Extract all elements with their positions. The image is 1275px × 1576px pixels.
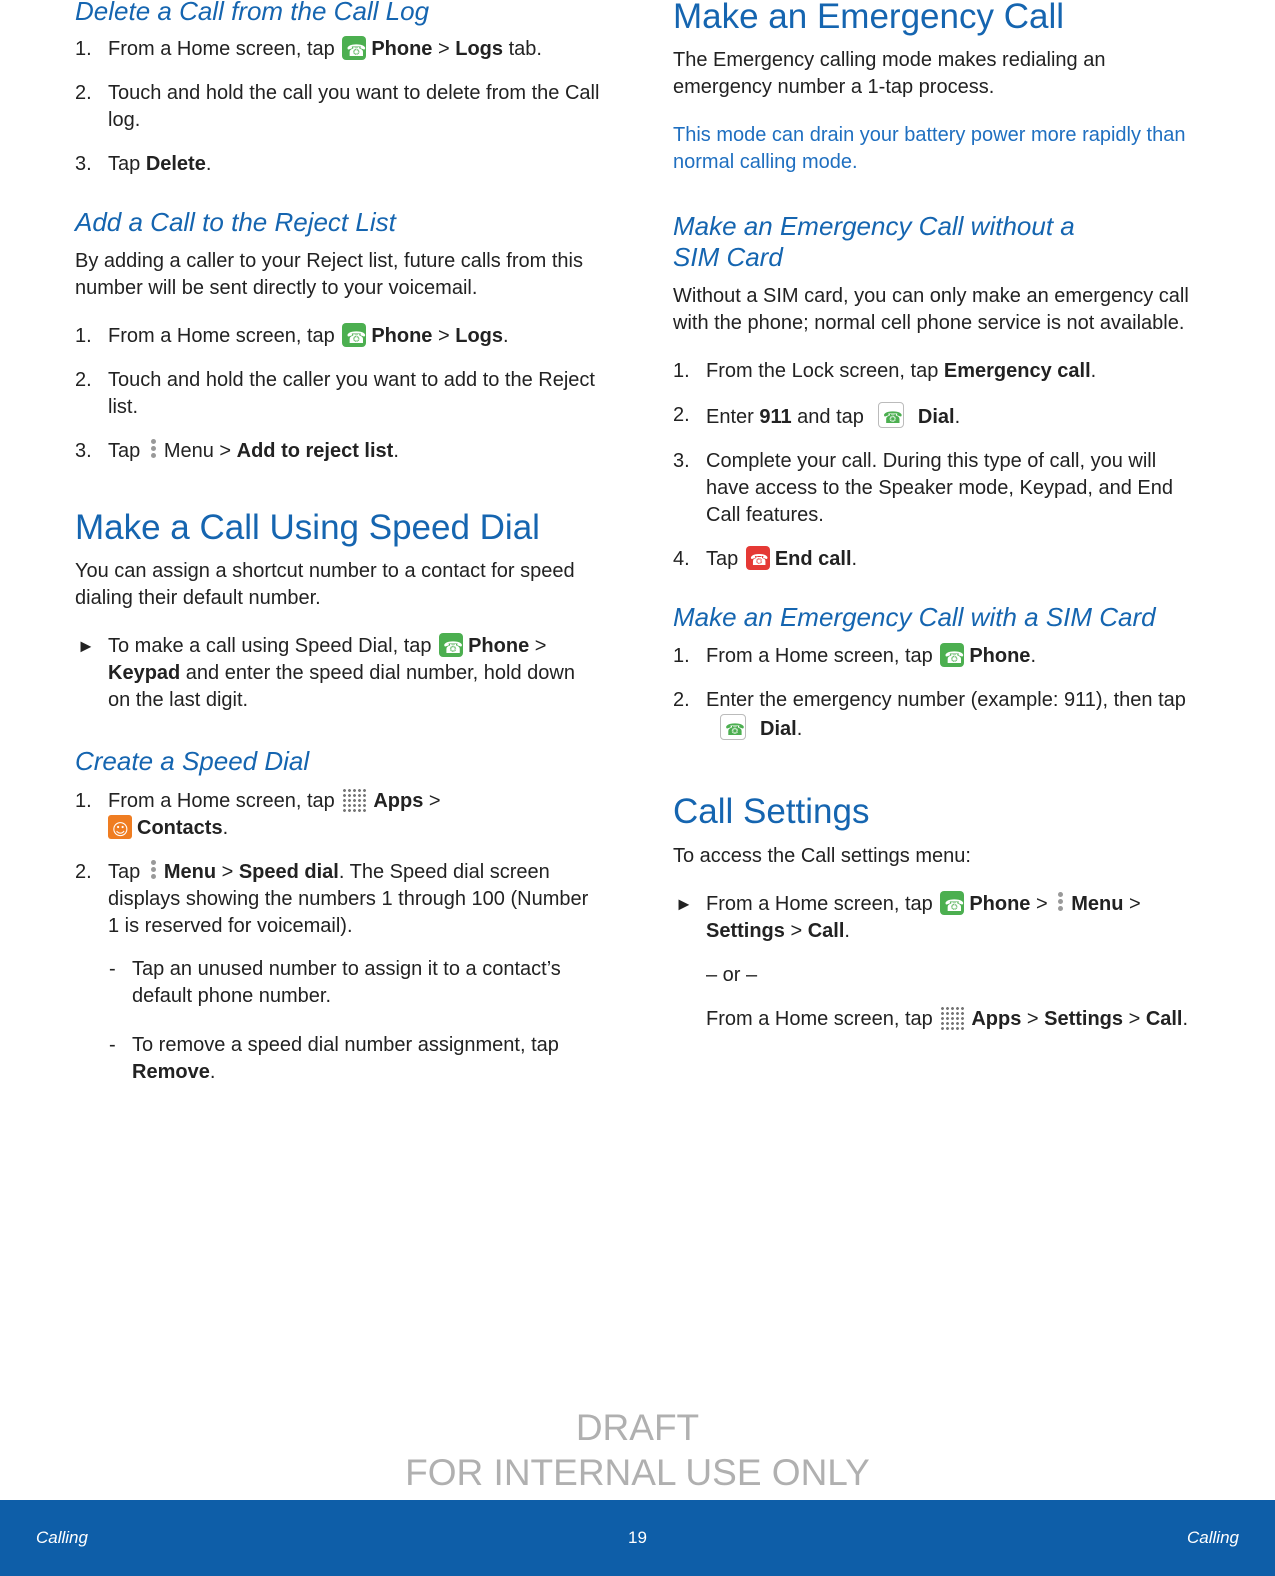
end-call-icon [746, 546, 770, 570]
menu-icon [150, 438, 158, 462]
phone-icon [940, 891, 964, 915]
phone-icon [940, 643, 964, 667]
list-item: - Tap an unused number to assign it to a contact’s default phone number. [109, 957, 561, 1007]
phone-icon [439, 633, 463, 657]
list-item: 2. Enter the emergency number (example: 911), then tap☎Dial. [673, 687, 1198, 743]
speed-dial-bullet: ► To make a call using Speed Dial, tap ☎Phone > Keypad and enter the speed dial number, hold down on the last digit. [75, 633, 600, 714]
page-number: 19 [628, 1528, 647, 1547]
list-item: 4. Tap ☎End call. [673, 546, 1198, 573]
call-settings-intro: To access the Call settings menu: [673, 845, 971, 868]
dial-icon [878, 402, 904, 428]
reject-list-heading: Add a Call to the Reject List [75, 207, 396, 238]
list-item: 1. From a Home screen, tap ☎Phone > Logs tab. [75, 36, 600, 63]
menu-icon [1057, 891, 1065, 915]
create-speed-dial-heading: Create a Speed Dial [75, 746, 310, 777]
delete-steps [75, 36, 600, 178]
left-column [75, 0, 600, 1086]
speed-dial-heading: Make a Call Using Speed Dial [75, 508, 540, 548]
list-item: 1. From the Lock screen, tap Emergency call. [673, 360, 1097, 382]
list-item: 3. Tap Delete. [75, 153, 212, 176]
list-item: 2. Touch and hold the caller you want to add to the Reject list. [75, 369, 595, 419]
apps-icon [342, 788, 368, 812]
arrow-icon: ► [675, 894, 693, 915]
phone-icon [342, 323, 366, 347]
footer-section-right: Calling [1187, 1528, 1239, 1547]
no-sim-intro: Without a SIM card, you can only make an emergency call with the phone; normal cell phone service is not available. [673, 285, 1189, 334]
speed-dial-intro: You can assign a shortcut number to a contact for speed dialing their default number. [75, 560, 575, 610]
right-column [673, 0, 1198, 1033]
menu-icon [150, 859, 158, 883]
reject-intro: By adding a caller to your Reject list, future calls from this number will be sent directly to your voicemail. [75, 250, 583, 300]
list-item: 1. From a Home screen, tap Apps > ☺Contacts. [75, 788, 600, 842]
list-item: - To remove a speed dial number assignment, tap Remove. [109, 1033, 559, 1083]
call-settings-bullet: ► From a Home screen, tap ☎Phone > Menu > Settings > Call. [673, 891, 1198, 945]
internal-use-watermark: FOR INTERNAL USE ONLY [405, 1452, 870, 1493]
no-sim-heading: Make an Emergency Call without a SIM Card [673, 211, 1075, 272]
call-settings-heading: Call Settings [673, 792, 870, 832]
apps-icon [940, 1006, 966, 1030]
arrow-icon: ► [77, 636, 95, 657]
page-footer [0, 1500, 1275, 1576]
no-sim-steps [673, 358, 1198, 573]
list-item: 2. Touch and hold the call you want to delete from the Call log. [75, 82, 600, 132]
list-item: 1. From a Home screen, tap ☎Phone. [673, 643, 1198, 670]
list-item: 3. Complete your call. During this type of call, you will have access to the Speaker mode, Keypad, and End Call features. [673, 450, 1173, 526]
list-item: 1. From a Home screen, tap ☎Phone > Logs. [75, 323, 600, 350]
list-item: 2. Tap Menu > Speed dial. The Speed dial screen displays showing the numbers 1 through 100 (Number 1 is reserved for voicemail). [75, 860, 589, 937]
delete-call-heading: Delete a Call from the Call Log [75, 0, 430, 26]
list-item: 2. Enter 911 and tap☎ Dial. [673, 402, 1198, 431]
list-item: 3. Tap Menu > Add to reject list. [75, 440, 399, 463]
with-sim-heading: Make an Emergency Call with a SIM Card [673, 602, 1156, 632]
call-settings-alt: From a Home screen, tap Apps > Settings > Call. [706, 1008, 1189, 1031]
emergency-intro: The Emergency calling mode makes redialing an emergency number a 1-tap process. [673, 49, 1106, 98]
contacts-icon [108, 815, 132, 839]
with-sim-steps [673, 643, 1198, 743]
battery-note: This mode can drain your battery power more rapidly than normal calling mode. [673, 124, 1186, 173]
draft-watermark: DRAFT [575, 1407, 700, 1448]
reject-steps [75, 323, 600, 465]
create-steps [75, 788, 600, 1086]
phone-icon [342, 36, 366, 60]
footer-section-left: Calling [36, 1528, 88, 1547]
dial-icon [720, 714, 746, 740]
emergency-call-heading: Make an Emergency Call [673, 0, 1064, 36]
or-separator: – or – [706, 964, 758, 987]
